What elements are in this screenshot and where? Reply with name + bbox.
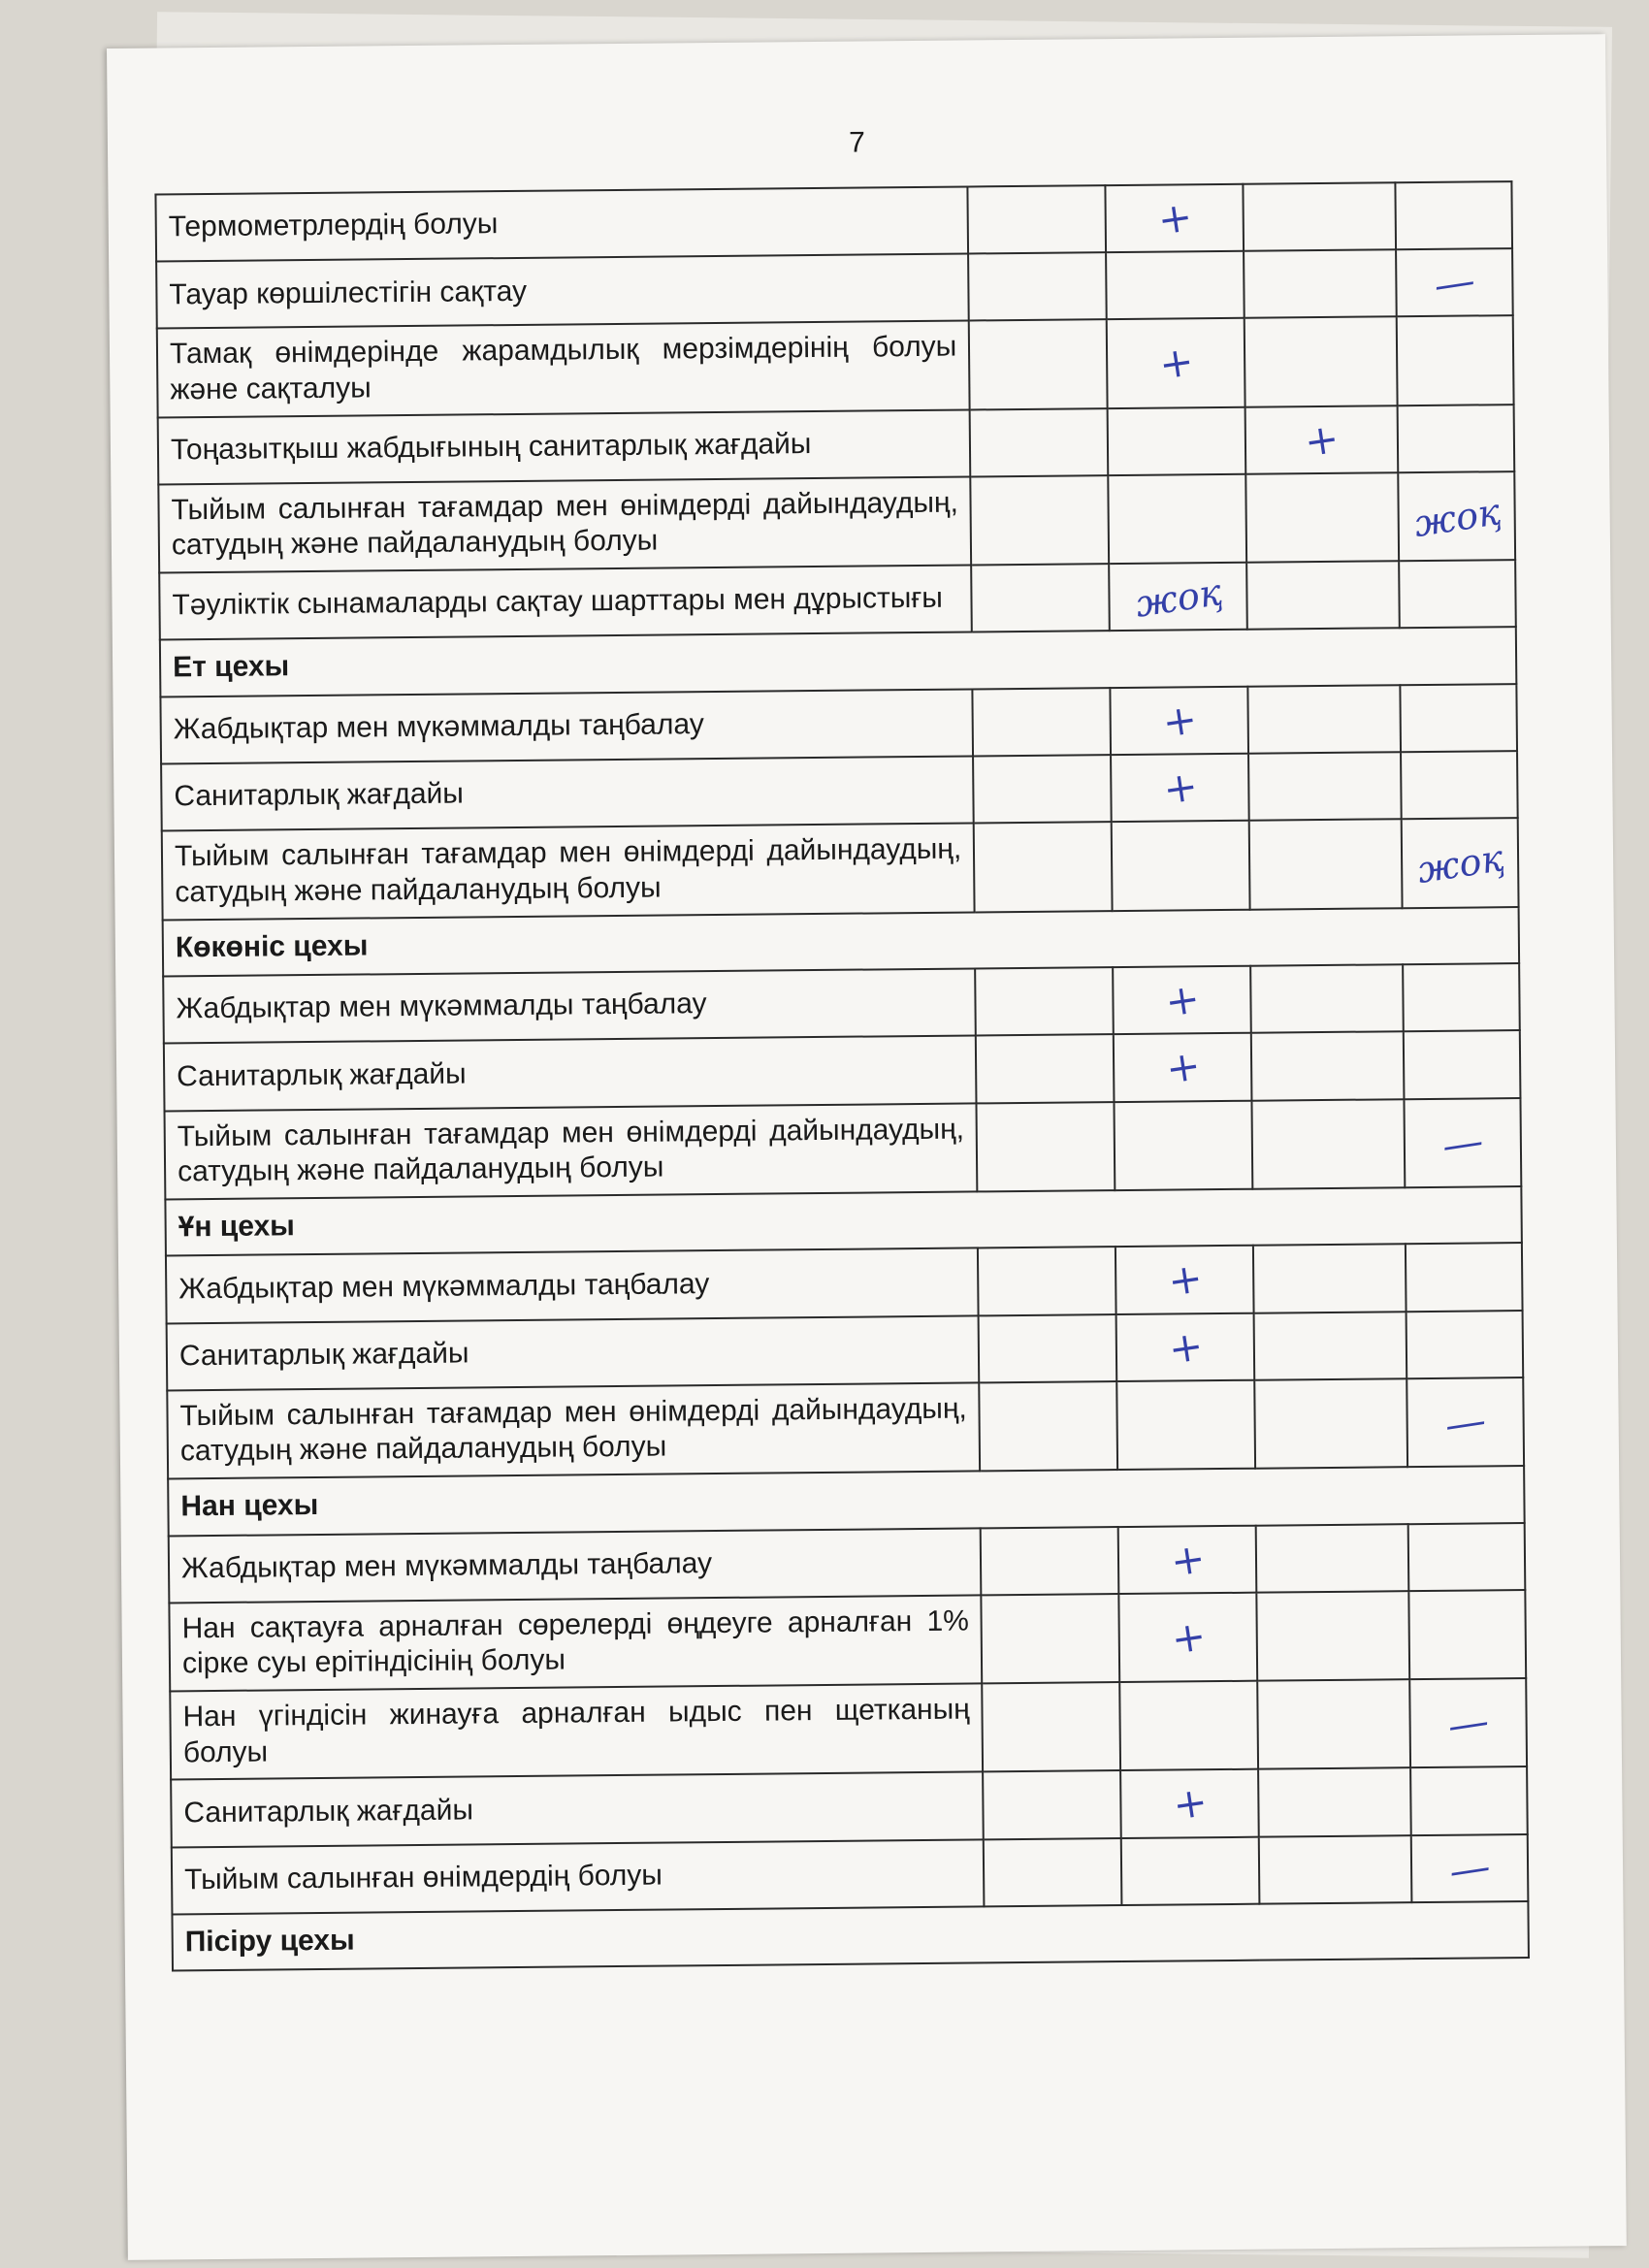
section-title: Көкөніс цехы [163, 907, 1519, 977]
plus-mark: + [1155, 337, 1197, 390]
mark-cell-3 [1258, 1767, 1411, 1836]
mark-cell-4 [1399, 471, 1516, 561]
mark-cell-2 [1117, 1380, 1256, 1471]
mark-cell-3 [1255, 1378, 1408, 1469]
plus-mark: + [1168, 1610, 1210, 1664]
minus-mark: — [1431, 256, 1478, 309]
mark-cell-2 [1106, 251, 1245, 320]
mark-cell-2 [1111, 687, 1249, 756]
mark-cell-3 [1259, 1835, 1412, 1904]
mark-cell-2 [1109, 474, 1247, 565]
criterion-label: Жабдықтар мен мүкәммалды таңбалау [163, 969, 976, 1044]
handwritten-note: жоқ [1132, 570, 1225, 626]
mark-cell-1 [975, 967, 1114, 1036]
mark-cell-2 [1115, 1100, 1253, 1190]
checklist-row [165, 1098, 1522, 1200]
mark-cell-4 [1408, 1523, 1525, 1591]
mark-cell-3 [1256, 1524, 1409, 1593]
minus-mark: — [1445, 1841, 1494, 1895]
mark-cell-4 [1406, 1243, 1522, 1311]
mark-cell-4 [1410, 1678, 1528, 1767]
mark-cell-4 [1401, 684, 1517, 752]
mark-cell-1 [981, 1527, 1119, 1596]
criterion-label: Тыйым салынған тағамдар мен өнімдерді дайындаудың, сатудың және пайдаланудың болуы [162, 824, 975, 920]
mark-cell-4 [1405, 1098, 1522, 1187]
criterion-label: Тыйым салынған тағамдар мен өнімдерді дайындаудың, сатудың және пайдаланудың болуы [158, 476, 971, 572]
plus-mark: + [1162, 1041, 1204, 1094]
plus-mark: + [1165, 1320, 1207, 1374]
mark-cell-1 [968, 252, 1107, 321]
mark-cell-2 [1118, 1525, 1257, 1594]
page-number: 7 [848, 126, 865, 159]
checklist-row [172, 1834, 1529, 1915]
mark-cell-1 [968, 185, 1107, 254]
checklist-row [170, 1678, 1527, 1780]
mark-cell-4 [1401, 751, 1517, 819]
mark-cell-2 [1114, 1033, 1252, 1102]
criterion-label: Термометрлердің болуы [155, 186, 968, 261]
mark-cell-1 [973, 755, 1112, 824]
mark-cell-4 [1402, 818, 1519, 907]
minus-mark: — [1439, 1116, 1487, 1170]
handwritten-note: жоқ [1413, 836, 1506, 892]
mark-cell-3 [1249, 820, 1403, 910]
criterion-label: Нан үгіндісін жинауға арналған ыдыс пен щетканың болуы [170, 1683, 983, 1779]
plus-mark: + [1169, 1777, 1211, 1830]
mark-cell-3 [1250, 964, 1404, 1033]
criterion-label: Жабдықтар мен мүкәммалды таңбалау [160, 689, 973, 763]
plus-mark: + [1159, 761, 1201, 814]
document-page [107, 34, 1627, 2260]
mark-cell-1 [979, 1314, 1117, 1383]
mark-cell-1 [976, 1034, 1115, 1103]
mark-cell-1 [970, 408, 1109, 477]
section-title: Пісіру цехы [172, 1901, 1528, 1971]
mark-cell-3 [1252, 1099, 1406, 1189]
mark-cell-1 [978, 1247, 1116, 1315]
checklist-row [167, 1377, 1524, 1479]
criterion-label: Тыйым салынған тағамдар мен өнімдерді дайындаудың, сатудың және пайдаланудың болуы [167, 1382, 980, 1478]
criterion-label: Санитарлық жағдайы [161, 757, 974, 831]
mark-cell-1 [971, 564, 1110, 632]
mark-cell-1 [973, 688, 1112, 757]
mark-cell-1 [969, 320, 1108, 410]
mark-cell-3 [1254, 1312, 1407, 1380]
mark-cell-4 [1403, 963, 1519, 1031]
mark-cell-1 [974, 822, 1113, 912]
criterion-label: Санитарлық жағдайы [171, 1772, 984, 1847]
mark-cell-1 [983, 1770, 1121, 1839]
checklist-row [157, 316, 1514, 418]
mark-cell-3 [1257, 1591, 1410, 1681]
mark-cell-1 [980, 1381, 1118, 1472]
mark-cell-4 [1396, 181, 1512, 249]
mark-cell-2 [1119, 1593, 1258, 1683]
plus-mark: + [1167, 1533, 1209, 1586]
mark-cell-2 [1121, 1836, 1260, 1905]
criterion-label: Санитарлық жағдайы [167, 1315, 980, 1390]
mark-cell-3 [1248, 685, 1402, 754]
mark-cell-4 [1411, 1834, 1528, 1902]
mark-cell-2 [1116, 1312, 1255, 1381]
mark-cell-1 [971, 475, 1110, 566]
criterion-label: Тауар көршілестігін сақтау [156, 254, 969, 329]
mark-cell-1 [983, 1682, 1121, 1772]
mark-cell-3 [1244, 182, 1397, 251]
mark-cell-3 [1246, 472, 1400, 563]
mark-cell-2 [1112, 821, 1250, 911]
section-title: Ет цехы [160, 627, 1516, 697]
mark-cell-1 [984, 1838, 1122, 1907]
mark-cell-2 [1116, 1246, 1254, 1314]
criterion-label: Тыйым салынған өнімдердің болуы [172, 1839, 985, 1914]
mark-cell-2 [1109, 563, 1247, 632]
mark-cell-3 [1251, 1032, 1405, 1101]
checklist-row [159, 560, 1516, 640]
criterion-label: Нан сақтауға арналған сөрелерді өңдеуге арналған 1% сірке суы ерітіндісінің болуы [169, 1595, 982, 1691]
checklist-row [158, 471, 1515, 573]
criterion-label: Тәуліктік сынамаларды сақтау шарттары мен дұрыстығы [159, 566, 972, 640]
plus-mark: + [1161, 974, 1203, 1026]
mark-cell-2 [1113, 966, 1251, 1035]
minus-mark: — [1441, 1395, 1490, 1449]
criterion-label: Санитарлық жағдайы [164, 1036, 977, 1111]
inspection-checklist-table [154, 180, 1530, 1972]
plus-mark: + [1164, 1253, 1206, 1307]
checklist-row [169, 1590, 1526, 1692]
section-title: Ұн цехы [165, 1186, 1521, 1256]
mark-cell-2 [1108, 406, 1246, 475]
mark-cell-1 [982, 1594, 1120, 1684]
mark-cell-4 [1396, 248, 1512, 316]
section-title: Нан цехы [168, 1466, 1524, 1536]
mark-cell-2 [1106, 184, 1245, 253]
handwritten-note: жоқ [1410, 490, 1504, 545]
plus-mark: + [1158, 694, 1201, 747]
mark-cell-4 [1397, 316, 1514, 405]
mark-cell-4 [1409, 1590, 1527, 1679]
mark-cell-2 [1120, 1681, 1259, 1771]
mark-cell-2 [1107, 318, 1245, 408]
mark-cell-4 [1406, 1311, 1523, 1378]
criterion-label: Жабдықтар мен мүкәммалды таңбалау [169, 1528, 982, 1603]
mark-cell-3 [1245, 405, 1399, 474]
mark-cell-2 [1111, 754, 1249, 823]
mark-cell-3 [1244, 249, 1397, 318]
mark-cell-3 [1258, 1679, 1411, 1769]
section-header-row [172, 1901, 1528, 1971]
mark-cell-2 [1120, 1769, 1259, 1838]
mark-cell-4 [1404, 1030, 1520, 1098]
plus-mark: + [1154, 192, 1196, 244]
criterion-label: Жабдықтар мен мүкәммалды таңбалау [166, 1248, 979, 1323]
mark-cell-4 [1407, 1377, 1525, 1467]
plus-mark: + [1301, 413, 1342, 466]
criterion-label: Тыйым салынған тағамдар мен өнімдерді дайындаудың, сатудың және пайдаланудың болуы [165, 1103, 978, 1199]
mark-cell-4 [1398, 405, 1514, 472]
mark-cell-4 [1399, 560, 1515, 628]
mark-cell-3 [1246, 561, 1400, 630]
minus-mark: — [1444, 1696, 1493, 1750]
mark-cell-3 [1245, 317, 1398, 407]
mark-cell-3 [1248, 752, 1402, 821]
mark-cell-3 [1253, 1245, 1406, 1313]
checklist-row [162, 818, 1519, 920]
criterion-label: Тамақ өнімдерінде жарамдылық мерзімдерінің болуы және сақталуы [157, 321, 970, 417]
criterion-label: Тоңазытқыш жабдығының санитарлық жағдайы [158, 409, 971, 484]
mark-cell-4 [1410, 1766, 1527, 1834]
mark-cell-1 [977, 1102, 1116, 1192]
